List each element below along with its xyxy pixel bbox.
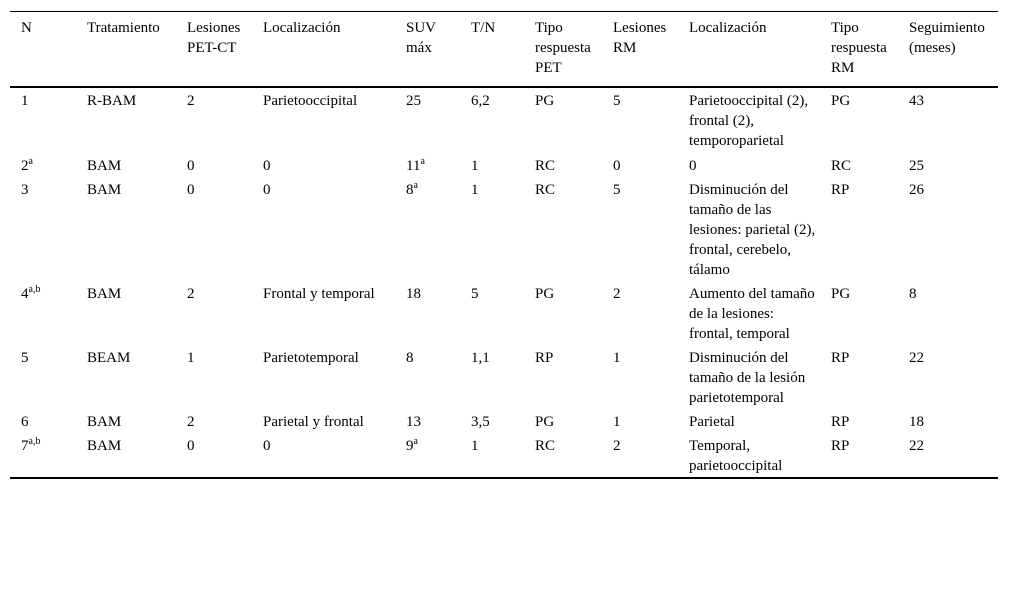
cell-lesiones-rm: [602, 87, 678, 153]
header-lesiones-pet: Lesiones PET-CT: [187, 20, 241, 56]
cell-localizacion-rm: [678, 281, 820, 345]
cell-tratamiento-text: BAM: [87, 414, 122, 430]
cell-n-text: 1: [21, 93, 29, 109]
cell-tratamiento-text: BAM: [87, 438, 122, 454]
cell-lesiones-pet: [176, 153, 252, 177]
cell-localizacion-pet: [252, 87, 395, 153]
cell-suv: [395, 87, 460, 153]
cell-lesiones-rm-text: 5: [613, 93, 621, 109]
cell-tn-text: 1: [471, 438, 479, 454]
table-row: [10, 345, 998, 409]
cell-respuesta-rm-text: RC: [831, 158, 852, 174]
cell-tn: [460, 177, 524, 281]
cell-seguimiento-text: 8: [909, 286, 917, 302]
cell-tn: [460, 281, 524, 345]
cell-seguimiento: [898, 345, 998, 409]
cell-respuesta-pet: [524, 345, 602, 409]
table-row: [10, 281, 998, 345]
cell-suv-text: 9: [406, 438, 414, 454]
cell-lesiones-rm: [602, 281, 678, 345]
cell-lesiones-rm: [602, 153, 678, 177]
cell-lesiones-rm-text: 1: [613, 350, 621, 366]
cell-n: [10, 153, 76, 177]
cell-suv-text: 8: [406, 350, 414, 366]
cell-suv: [395, 433, 460, 478]
cell-lesiones-pet-text: 2: [187, 93, 195, 109]
footnote-marker: a,b: [28, 436, 41, 447]
cell-suv: [395, 281, 460, 345]
cell-respuesta-pet-text: RC: [535, 438, 556, 454]
cell-respuesta-rm-text: PG: [831, 93, 851, 109]
cell-seguimiento: [898, 281, 998, 345]
header-tratamiento: Tratamiento: [87, 20, 160, 36]
cell-tratamiento-text: BAM: [87, 182, 122, 198]
cell-suv-text: 18: [406, 286, 421, 302]
cell-localizacion-pet: [252, 409, 395, 433]
header-n: N: [21, 20, 32, 36]
cell-localizacion-pet: [252, 433, 395, 478]
cell-tratamiento: [76, 177, 176, 281]
footnote-marker: a: [28, 156, 33, 167]
footnote-marker: a: [413, 436, 418, 447]
table-row: [10, 433, 998, 478]
cell-respuesta-pet: [524, 153, 602, 177]
cell-suv-text: 25: [406, 93, 421, 109]
cell-respuesta-rm: [820, 177, 898, 281]
cell-respuesta-pet: [524, 281, 602, 345]
cell-localizacion-pet-text: 0: [263, 438, 271, 454]
cell-localizacion-rm: [678, 87, 820, 153]
cell-tn-text: 6,2: [471, 93, 490, 109]
cell-tratamiento-text: BEAM: [87, 350, 131, 366]
table-body: [10, 87, 998, 478]
cell-respuesta-pet-text: PG: [535, 286, 555, 302]
cell-respuesta-rm: [820, 409, 898, 433]
header-row: [10, 12, 998, 88]
header-suv: SUV máx: [406, 20, 436, 56]
cell-localizacion-rm-text: Disminución del tamaño de las lesiones: parietal (2), frontal, cerebelo, tálamo: [689, 182, 816, 278]
cell-tn-text: 1: [471, 158, 479, 174]
cell-localizacion-pet: [252, 345, 395, 409]
footnote-marker: a: [420, 156, 425, 167]
cell-respuesta-pet-text: RP: [535, 350, 554, 366]
cell-tn-text: 5: [471, 286, 479, 302]
cell-n-text: 5: [21, 350, 29, 366]
cell-tratamiento-text: BAM: [87, 286, 122, 302]
cell-lesiones-pet-text: 2: [187, 414, 195, 430]
cell-localizacion-pet-text: Parietal y frontal: [263, 414, 364, 430]
cell-lesiones-rm: [602, 177, 678, 281]
table-row: [10, 153, 998, 177]
cell-respuesta-rm-text: PG: [831, 286, 851, 302]
cell-n-text: 3: [21, 182, 29, 198]
cell-localizacion-rm: [678, 177, 820, 281]
cell-localizacion-rm-text: Aumento del tamaño de la lesiones: frontal, temporal: [689, 286, 815, 342]
cell-lesiones-pet-text: 0: [187, 438, 195, 454]
cell-suv-text: 11: [406, 158, 421, 174]
cell-respuesta-rm: [820, 345, 898, 409]
cell-localizacion-rm-text: Disminución del tamaño de la lesión parietotemporal: [689, 350, 806, 406]
cell-localizacion-rm-text: 0: [689, 158, 697, 174]
cell-tratamiento: [76, 409, 176, 433]
cell-localizacion-rm: [678, 433, 820, 478]
cell-localizacion-rm: [678, 409, 820, 433]
cell-respuesta-rm-text: RP: [831, 438, 850, 454]
cell-suv-text: 8: [406, 182, 414, 198]
cell-n-text: 6: [21, 414, 29, 430]
cell-seguimiento-text: 26: [909, 182, 924, 198]
cell-lesiones-rm: [602, 409, 678, 433]
cell-localizacion-pet-text: 0: [263, 158, 271, 174]
cell-tratamiento: [76, 345, 176, 409]
header-localizacion-pet: Localización: [263, 20, 341, 36]
cell-localizacion-rm: [678, 153, 820, 177]
cell-respuesta-pet: [524, 433, 602, 478]
cell-localizacion-rm-text: Parietooccipital (2), frontal (2), temporoparietal: [689, 93, 809, 149]
cell-respuesta-rm: [820, 153, 898, 177]
cell-tratamiento-text: R-BAM: [87, 93, 137, 109]
cell-tn: [460, 345, 524, 409]
table-row: [10, 177, 998, 281]
cell-lesiones-pet-text: 2: [187, 286, 195, 302]
cell-suv: [395, 153, 460, 177]
cell-localizacion-pet-text: Parietotemporal: [263, 350, 359, 366]
cell-tratamiento: [76, 153, 176, 177]
cell-seguimiento: [898, 153, 998, 177]
cell-lesiones-rm-text: 0: [613, 158, 621, 174]
cell-lesiones-rm: [602, 433, 678, 478]
cell-n: [10, 281, 76, 345]
cell-lesiones-rm-text: 2: [613, 438, 621, 454]
cell-localizacion-pet-text: Frontal y temporal: [263, 286, 375, 302]
cell-localizacion-pet-text: Parietooccipital: [263, 93, 358, 109]
cell-seguimiento: [898, 177, 998, 281]
header-respuesta-rm: Tipo respuesta RM: [831, 20, 887, 76]
cell-tn: [460, 87, 524, 153]
cell-localizacion-rm: [678, 345, 820, 409]
cell-tratamiento: [76, 433, 176, 478]
header-seguimiento: Seguimiento (meses): [909, 20, 985, 56]
cell-lesiones-pet: [176, 87, 252, 153]
cell-respuesta-pet-text: RC: [535, 182, 556, 198]
cell-n: [10, 345, 76, 409]
cell-respuesta-pet: [524, 177, 602, 281]
cell-seguimiento: [898, 433, 998, 478]
cell-localizacion-pet: [252, 177, 395, 281]
cell-tn-text: 1,1: [471, 350, 490, 366]
header-lesiones-rm: Lesiones RM: [613, 20, 667, 56]
cell-lesiones-rm-text: 1: [613, 414, 621, 430]
cell-lesiones-pet: [176, 177, 252, 281]
cell-seguimiento-text: 18: [909, 414, 924, 430]
cell-lesiones-pet-text: 0: [187, 182, 195, 198]
cell-respuesta-pet-text: RC: [535, 158, 556, 174]
cell-respuesta-rm-text: RP: [831, 350, 850, 366]
cell-localizacion-rm-text: Temporal, parietooccipital: [689, 438, 783, 474]
cell-localizacion-pet: [252, 281, 395, 345]
cell-respuesta-pet-text: PG: [535, 93, 555, 109]
table-row: [10, 409, 998, 433]
cell-respuesta-rm: [820, 281, 898, 345]
cell-suv: [395, 177, 460, 281]
cell-respuesta-pet: [524, 409, 602, 433]
cell-tn: [460, 409, 524, 433]
cell-respuesta-rm-text: RP: [831, 182, 850, 198]
header-tn: T/N: [471, 20, 496, 36]
cell-tn-text: 1: [471, 182, 479, 198]
cell-lesiones-rm: [602, 345, 678, 409]
cell-tratamiento: [76, 281, 176, 345]
cell-suv: [395, 345, 460, 409]
cell-respuesta-rm: [820, 433, 898, 478]
cell-n-text: 2: [21, 158, 29, 174]
cell-localizacion-pet-text: 0: [263, 182, 271, 198]
cell-lesiones-rm-text: 5: [613, 182, 621, 198]
footnote-marker: a: [413, 180, 418, 191]
cell-respuesta-rm-text: RP: [831, 414, 850, 430]
cell-localizacion-rm-text: Parietal: [689, 414, 735, 430]
cell-seguimiento-text: 22: [909, 350, 924, 366]
cell-tn: [460, 153, 524, 177]
table-row: [10, 87, 998, 153]
cell-suv: [395, 409, 460, 433]
cell-n: [10, 177, 76, 281]
cell-lesiones-rm-text: 2: [613, 286, 621, 302]
cell-lesiones-pet: [176, 409, 252, 433]
cell-lesiones-pet: [176, 345, 252, 409]
cell-seguimiento: [898, 409, 998, 433]
header-localizacion-rm: Localización: [689, 20, 767, 36]
cell-tn-text: 3,5: [471, 414, 490, 430]
cell-seguimiento-text: 22: [909, 438, 924, 454]
cell-tratamiento: [76, 87, 176, 153]
cell-lesiones-pet: [176, 433, 252, 478]
cell-tratamiento-text: BAM: [87, 158, 122, 174]
cell-seguimiento-text: 43: [909, 93, 924, 109]
cell-lesiones-pet: [176, 281, 252, 345]
cell-seguimiento-text: 25: [909, 158, 924, 174]
cell-n: [10, 433, 76, 478]
cell-respuesta-rm: [820, 87, 898, 153]
cell-localizacion-pet: [252, 153, 395, 177]
cell-seguimiento: [898, 87, 998, 153]
cell-lesiones-pet-text: 1: [187, 350, 195, 366]
cell-respuesta-pet-text: PG: [535, 414, 555, 430]
cell-respuesta-pet: [524, 87, 602, 153]
footnote-marker: a,b: [28, 284, 41, 295]
header-respuesta-pet: Tipo respuesta PET: [535, 20, 591, 76]
cell-n: [10, 409, 76, 433]
results-table: [10, 11, 998, 479]
cell-n-text: 4: [21, 286, 29, 302]
cell-n: [10, 87, 76, 153]
cell-suv-text: 13: [406, 414, 421, 430]
cell-n-text: 7: [21, 438, 29, 454]
cell-lesiones-pet-text: 0: [187, 158, 195, 174]
cell-tn: [460, 433, 524, 478]
